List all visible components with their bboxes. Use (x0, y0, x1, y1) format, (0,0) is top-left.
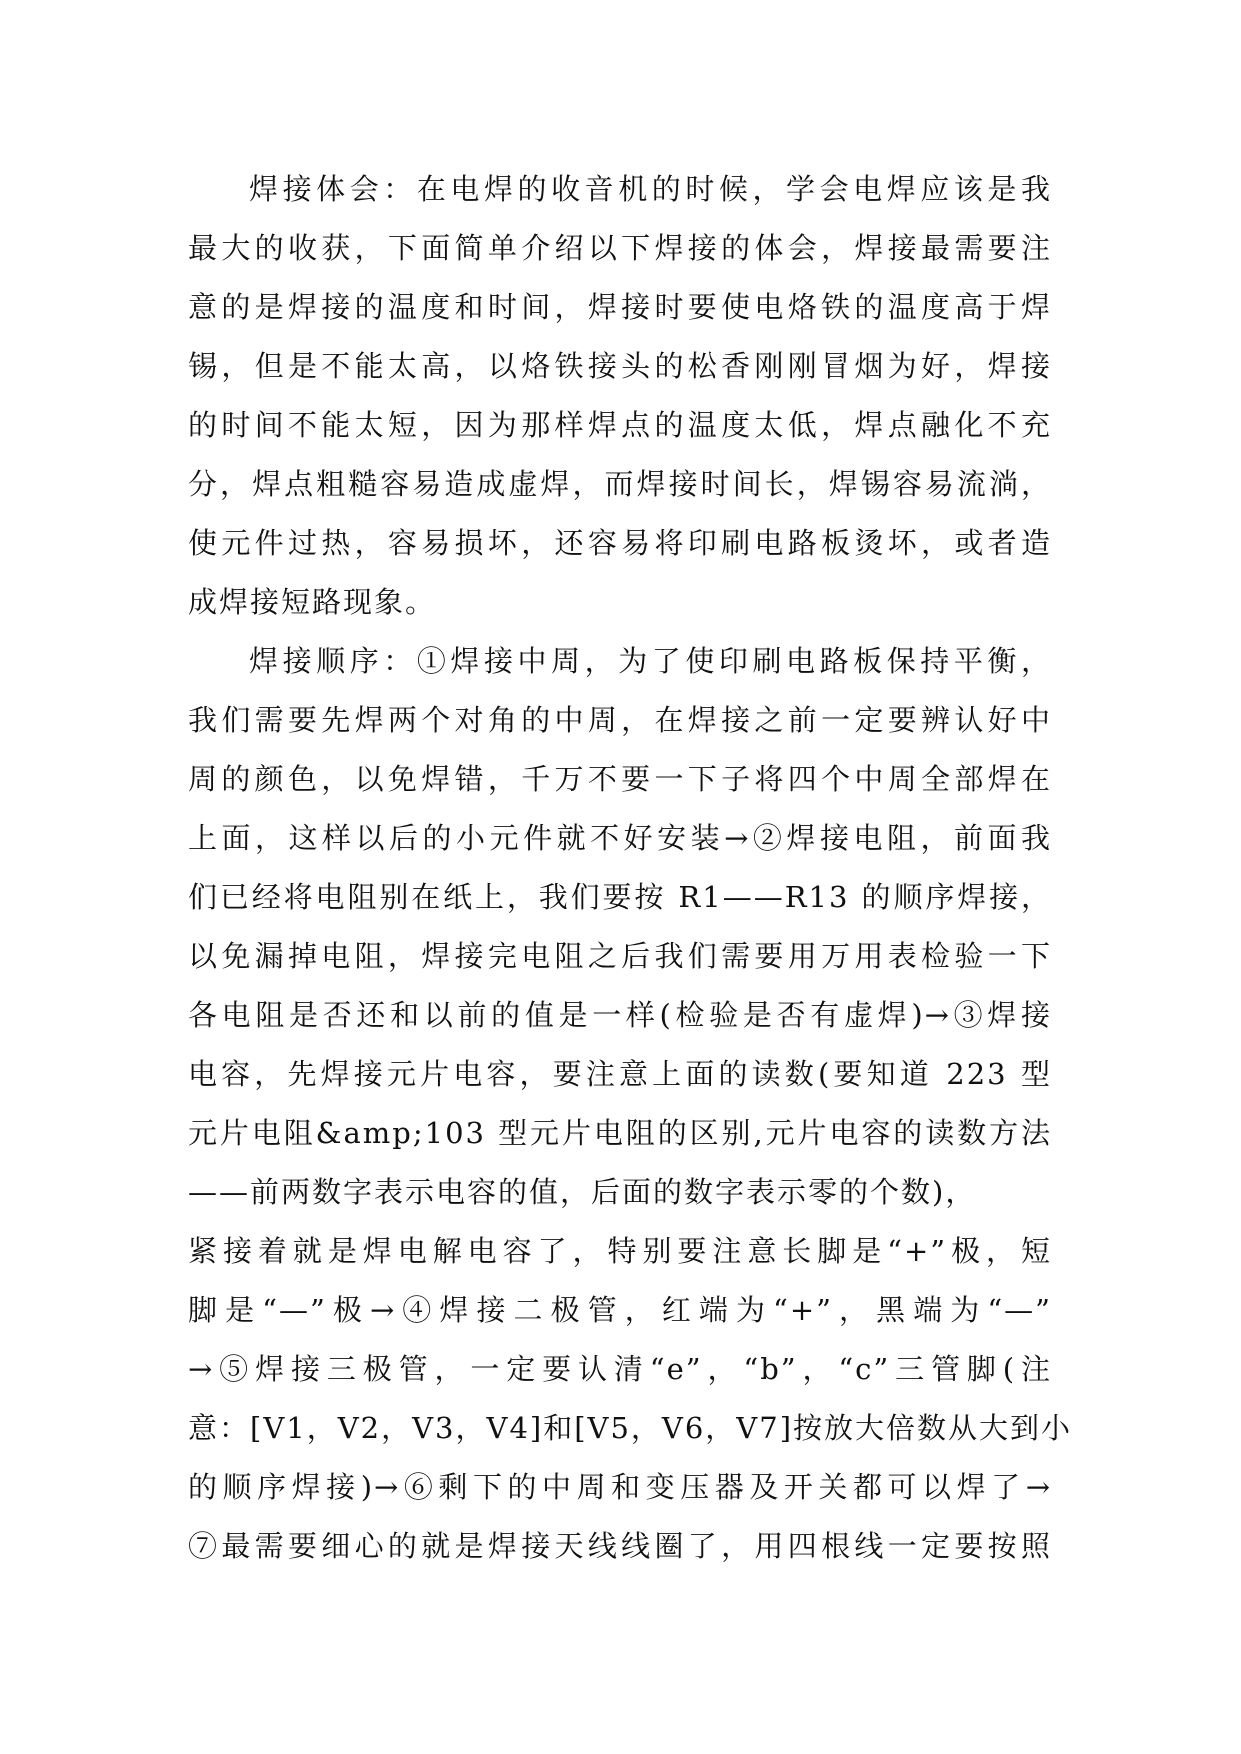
paragraph-line: 焊接体会：在电焊的收音机的时候，学会电焊应该是我 (249, 172, 1052, 206)
document-body (188, 160, 1073, 1576)
paragraph-line: 脚是“—”极→④焊接二极管，红端为“+”，黑端为“—” (188, 1293, 1052, 1327)
paragraph-line: 的顺序焊接)→⑥剩下的中周和变压器及开关都可以焊了→ (188, 1470, 1052, 1504)
paragraph-line: 紧接着就是焊电解电容了，特别要注意长脚是“+”极，短 (188, 1234, 1052, 1268)
paragraph-line: 我们需要先焊两个对角的中周，在焊接之前一定要辨认好中 (188, 703, 1052, 737)
paragraph-line: 分，焊点粗糙容易造成虚焊，而焊接时间长，焊锡容易流淌， (188, 467, 1052, 501)
paragraph-line: 最大的收获，下面简单介绍以下焊接的体会，焊接最需要注 (188, 231, 1052, 265)
paragraph-welding-experience (188, 160, 1052, 632)
paragraph-line: 使元件过热，容易损坏，还容易将印刷电路板烫坏，或者造 (188, 526, 1052, 560)
paragraph-line: 周的颜色，以免焊错，千万不要一下子将四个中周全部焊在 (188, 762, 1052, 796)
paragraph-welding-order (188, 632, 1073, 1576)
paragraph-line: ⑦最需要细心的就是焊接天线线圈了，用四根线一定要按照 (188, 1529, 1052, 1563)
paragraph-line: ——前两数字表示电容的值，后面的数字表示零的个数)， (188, 1175, 977, 1209)
paragraph-line: →⑤焊接三极管，一定要认清“e”，“b”，“c”三管脚(注 (188, 1352, 1052, 1386)
paragraph-line: 意的是焊接的温度和时间，焊接时要使电烙铁的温度高于焊 (188, 290, 1052, 324)
paragraph-line: 焊接顺序：①焊接中周，为了使印刷电路板保持平衡， (249, 644, 1052, 678)
paragraph-line: 意：[V1，V2，V3，V4]和[V5，V6，V7]按放大倍数从大到小 (188, 1411, 1073, 1445)
paragraph-line: 锡，但是不能太高，以烙铁接头的松香刚刚冒烟为好，焊接 (188, 349, 1052, 383)
paragraph-line: 们已经将电阻别在纸上，我们要按 R1——R13 的顺序焊接， (188, 880, 1052, 914)
paragraph-line: 各电阻是否还和以前的值是一样(检验是否有虚焊)→③焊接 (188, 998, 1052, 1032)
paragraph-line: 成焊接短路现象。 (188, 585, 437, 619)
paragraph-line: 上面，这样以后的小元件就不好安装→②焊接电阻，前面我 (188, 821, 1052, 855)
paragraph-line: 元片电阻&amp;103 型元片电阻的区别,元片电容的读数方法 (188, 1116, 1052, 1150)
paragraph-line: 的时间不能太短，因为那样焊点的温度太低，焊点融化不充 (188, 408, 1052, 442)
paragraph-line: 电容，先焊接元片电容，要注意上面的读数(要知道 223 型 (188, 1057, 1052, 1091)
paragraph-line: 以免漏掉电阻，焊接完电阻之后我们需要用万用表检验一下 (188, 939, 1052, 973)
